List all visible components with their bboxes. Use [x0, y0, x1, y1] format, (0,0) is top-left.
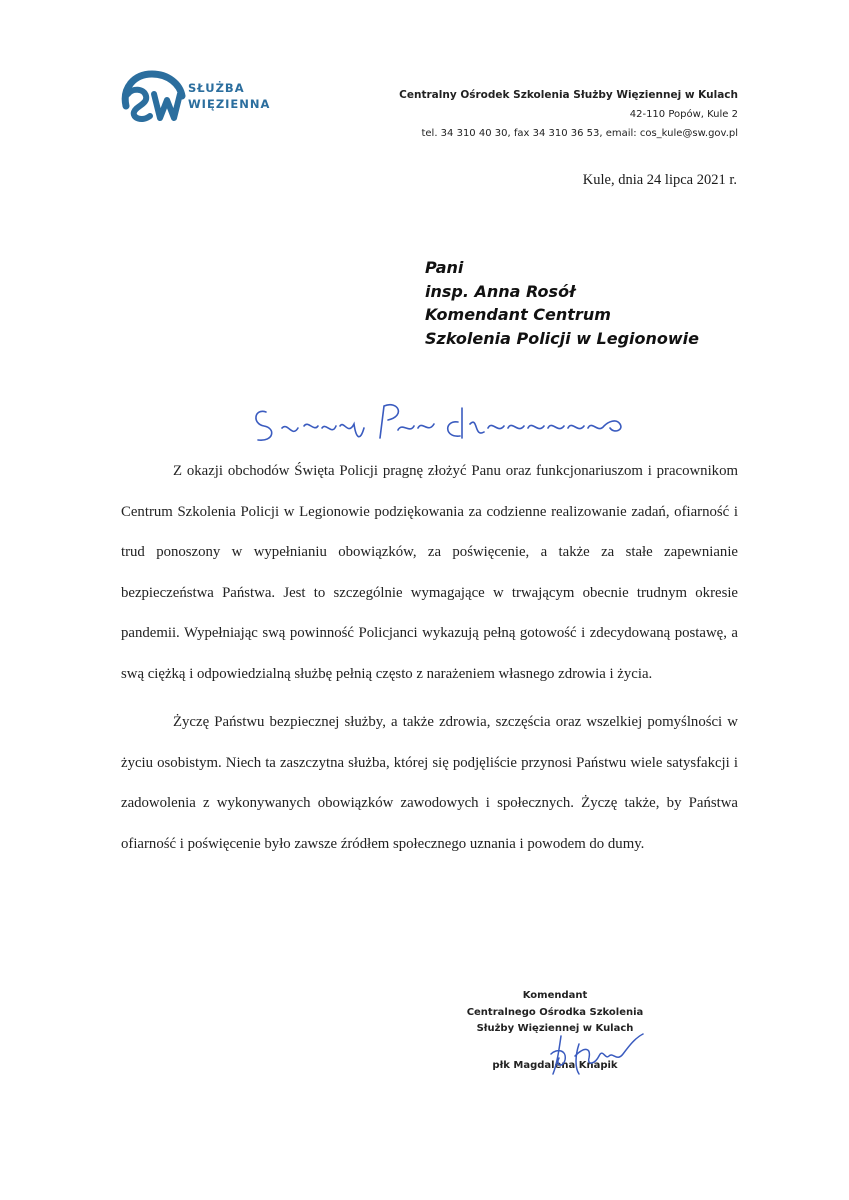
addressee-line-3: Komendant Centrum	[425, 305, 611, 324]
organization-address: 42-110 Popów, Kule 2	[629, 109, 738, 120]
logo-line-2: WIĘZIENNA	[188, 97, 271, 111]
letterhead	[399, 86, 738, 143]
signer-name: płk Magdalena Knapik	[492, 1059, 618, 1071]
organization-name: Centralny Ośrodek Szkolenia Służby Więziennej w Kulach	[399, 89, 738, 101]
body-paragraph-2: Życzę Państwu bezpiecznej służby, a także zdrowia, szczęścia oraz wszelkiej pomyślności w życiu osobistym. Niech ta zaszczytna służba, której się podjęliście przynosi Państwu wiele satysfakcji i zadowolenia z wykonywanych obowiązków zawodowych i społecznych. Życzę także, by Państwa ofiarność i poświęcenie było zawsze źródłem społecznego uznania i powodem do dumy.	[121, 714, 738, 852]
signature-scribble	[545, 1030, 655, 1080]
handwritten-salutation	[248, 398, 648, 458]
addressee-line-1: Pani	[425, 258, 464, 277]
handwritten-salutation-scribble	[248, 398, 648, 454]
body-paragraph-1: Z okazji obchodów Święta Policji pragnę złożyć Panu oraz funkcjonariuszom i pracownikom Centrum Szkolenia Policji w Legionowie podziękowania za codzienne realizowanie zadań, ofiarność i trud ponoszony w wypełnianiu obowiązków, za poświęcenie, a także za stałe zapewnianie bezpieczeństwa Państwa. Jest to szczególnie wymagające w trwającym obecnie trudnym okresie pandemii. Wypełniając swą powinność Policjanci wykazują pełną gotowość i zdecydowaną postawę, a swą ciężką i odpowiedzialną służbę pełnią często z narażeniem własnego zdrowia i życia.	[121, 463, 738, 682]
logo-wordmark	[188, 80, 270, 112]
sluzba-wiezienna-logo	[120, 66, 280, 130]
letter-date: Kule, dnia 24 lipca 2021 r.	[582, 172, 737, 188]
addressee-line-4: Szkolenia Policji w Legionowie	[425, 328, 700, 348]
sw-emblem-icon	[120, 66, 186, 126]
signer-org-line-1: Centralnego Ośrodka Szkolenia	[466, 1006, 644, 1018]
signer-title: Komendant	[522, 990, 588, 1001]
addressee-block	[425, 256, 699, 350]
letter-body	[121, 451, 738, 864]
organization-contact: tel. 34 310 40 30, fax 34 310 36 53, email: cos_kule@sw.gov.pl	[421, 128, 738, 139]
addressee-line-2: insp. Anna Rosół	[425, 281, 576, 301]
handwritten-signature	[545, 1030, 655, 1084]
logo-line-1: SŁUŻBA	[188, 81, 245, 95]
signer-org-line-2: Służby Więziennej w Kulach	[476, 1023, 634, 1034]
